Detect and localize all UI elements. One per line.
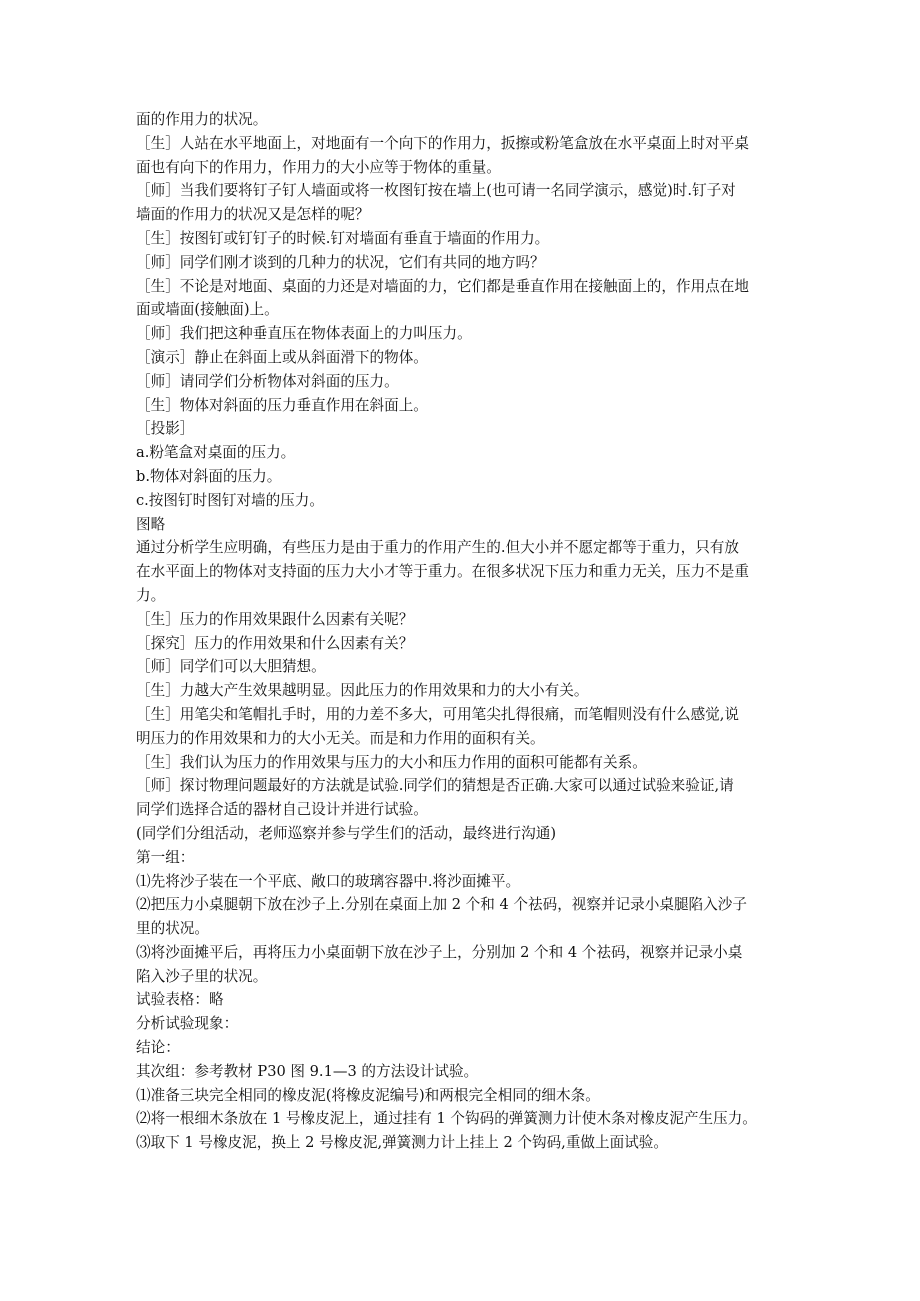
text-line: 陷入沙子里的状况。: [136, 967, 268, 985]
text-line: ［生］用笔尖和笔帽扎手时，用的力差不多大，可用笔尖扎得很痛，而笔帽则没有什么感觉,说: [136, 705, 739, 723]
text-line: 在水平面上的物体对支持面的压力大小才等于重力。在很多状况下压力和重力无关，压力不是重: [136, 563, 749, 581]
text-line: 面或墙面(接触面)上。: [136, 301, 279, 319]
text-line: ［生］压力的作用效果跟什么因素有关呢？: [136, 610, 414, 628]
text-line: 同学们选择合适的器材自己设计并进行试验。: [136, 801, 428, 819]
text-line: ［生］人站在水平地面上，对地面有一个向下的作用力，扳擦或粉笔盒放在水平桌面上时对平桌: [136, 134, 749, 152]
text-line: b.物体对斜面的压力。: [136, 467, 282, 485]
text-line: a.粉笔盒对桌面的压力。: [136, 444, 296, 462]
text-line: ［师］探讨物理问题最好的方法就是试验.同学们的猜想是否正确.大家可以通过试验来验证,请: [136, 777, 734, 795]
text-line: 第一组：: [136, 848, 195, 866]
text-line: ⑴准备三块完全相同的橡皮泥(将橡皮泥编号)和两根完全相同的细木条。: [136, 1086, 600, 1104]
text-line: c.按图钉时图钉对墙的压力。: [136, 491, 324, 509]
text-line: ［师］我们把这种垂直压在物体表面上的力叫压力。: [136, 325, 472, 343]
text-line: 结论：: [136, 1039, 180, 1057]
text-line: ［投影］: [136, 420, 195, 438]
text-line: ［生］不论是对地面、桌面的力还是对墙面的力，它们都是垂直作用在接触面上的，作用点在地: [136, 277, 749, 295]
text-line: ［师］当我们要将钉子钉人墙面或将一枚图钉按在墙上(也可请一名同学演示，感觉)时.钉子对: [136, 182, 736, 200]
text-line: ［生］按图钉或钉钉子的时候.钉对墙面有垂直于墙面的作用力。: [136, 229, 550, 247]
text-line: 面也有向下的作用力，作用力的大小应等于物体的重量。: [136, 158, 501, 176]
text-line: ⑵将一根细木条放在 1 号橡皮泥上，通过挂有 1 个钩码的弹簧测力计使木条对橡皮泥产生压力。: [136, 1110, 757, 1128]
text-line: (同学们分组活动，老师巡察并参与学生们的活动，最终进行沟通): [136, 824, 557, 842]
text-line: ［师］请同学们分析物体对斜面的压力。: [136, 372, 399, 390]
document-page: [136, 108, 798, 1155]
text-line: ［生］物体对斜面的压力垂直作用在斜面上。: [136, 396, 428, 414]
text-line: ［师］同学们可以大胆猜想。: [136, 658, 326, 676]
text-line: ［生］我们认为压力的作用效果与压力的大小和压力作用的面积可能都有关系。: [136, 753, 647, 771]
text-line: 面的作用力的状况。: [136, 111, 268, 128]
text-line: 明压力的作用效果和力的大小无关。而是和力作用的面积有关。: [136, 729, 545, 747]
text-line: 试验表格：略: [136, 991, 224, 1009]
text-line: 分析试验现象：: [136, 1015, 239, 1033]
text-line: ［生］力越大产生效果越明显。因此压力的作用效果和力的大小有关。: [136, 682, 589, 700]
text-line: 通过分析学生应明确，有些压力是由于重力的作用产生的.但大小并不愿定都等于重力，只有放: [136, 539, 739, 557]
text-line: 图略: [136, 515, 166, 533]
text-line: ［探究］压力的作用效果和什么因素有关？: [136, 634, 414, 652]
text-line: ⑴先将沙子装在一个平底、敞口的玻璃容器中.将沙面摊平。: [136, 872, 521, 890]
text-line: ［演示］静止在斜面上或从斜面滑下的物体。: [136, 348, 428, 366]
text-line: ［师］同学们刚才谈到的几种力的状况，它们有共同的地方吗？: [136, 253, 545, 271]
text-line: ⑶取下 1 号橡皮泥，换上 2 号橡皮泥,弹簧测力计上挂上 2 个钩码,重做上面试验。: [136, 1134, 668, 1152]
text-line: 里的状况。: [136, 920, 209, 938]
text-line: ⑵把压力小桌腿朝下放在沙子上.分别在桌面上加 2 个和 4 个祛码，视察并记录小桌腿陷入沙子: [136, 896, 747, 914]
text-line: 其次组：参考教材 P30 图 9.1—3 的方法设计试验。: [136, 1062, 479, 1080]
text-line: 墙面的作用力的状况又是怎样的呢？: [136, 206, 370, 224]
text-line: 力。: [136, 586, 166, 604]
text-line: ⑶将沙面摊平后，再将压力小桌面朝下放在沙子上，分别加 2 个和 4 个祛码，视察并记录小桌: [136, 943, 743, 961]
